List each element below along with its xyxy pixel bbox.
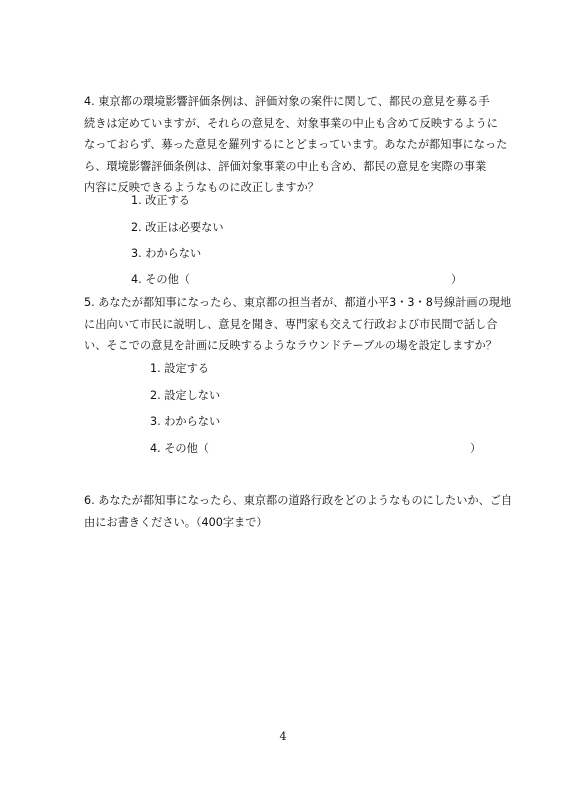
question-4-option-4-label: 4. その他（ — [131, 273, 190, 286]
question-5-option-4-close: ） — [470, 442, 482, 455]
question-4-text — [84, 91, 508, 199]
question-4-line: ら、環境影響評価条例は、評価対象事業の中止も含め、都民の意見を実際の事業 — [84, 159, 487, 173]
page-number: 4 — [279, 730, 287, 743]
question-5-line: に出向いて市民に説明し、意見を聞き、専門家も交えて行政および市民間で話し合 — [84, 317, 498, 331]
question-6-line: 6. あなたが都知事になったら、東京都の道路行政をどのようなものにしたいか、ご自 — [84, 494, 513, 507]
question-5-line: い、そこでの意見を計画に反映するようなラウンドテーブルの場を設定しますか？ — [84, 339, 497, 352]
question-5-line: 5. あなたが都知事になったら、東京都の担当者が、都道小平3・3・8号線計画の現地 — [84, 296, 512, 309]
question-4-line: なっておらず、募った意見を羅列するにとどまっています。あなたが都知事になった — [84, 138, 508, 151]
question-5-option-1: 1. 設定する — [150, 362, 209, 375]
question-5-option-3: 3. わからない — [150, 415, 221, 428]
question-4-option-1: 1. 改正する — [131, 194, 190, 207]
question-4-option-4-close: ） — [451, 273, 463, 286]
question-4-line: 続きは定めていますが、それらの意見を、対象事業の中止も含めて反映するように — [84, 116, 498, 130]
question-6-line: 由にお書きください。（400字まで） — [84, 515, 268, 529]
question-4-option-2: 2. 改正は必要ない — [131, 221, 224, 234]
question-4-line: 4. 東京都の環境影響評価条例は、評価対象の案件に関して、都民の意見を募る手 — [84, 95, 490, 108]
question-5-option-2: 2. 設定しない — [150, 389, 221, 402]
question-5-option-4 — [150, 442, 485, 456]
question-4-option-4 — [131, 273, 466, 287]
question-5-text — [84, 292, 512, 357]
question-4-option-3: 3. わからない — [131, 247, 202, 260]
question-5-option-4-label: 4. その他（ — [150, 442, 209, 455]
question-4-line: 内容に反映できるようなものに改正しますか？ — [84, 181, 319, 194]
question-6-text — [84, 490, 513, 533]
